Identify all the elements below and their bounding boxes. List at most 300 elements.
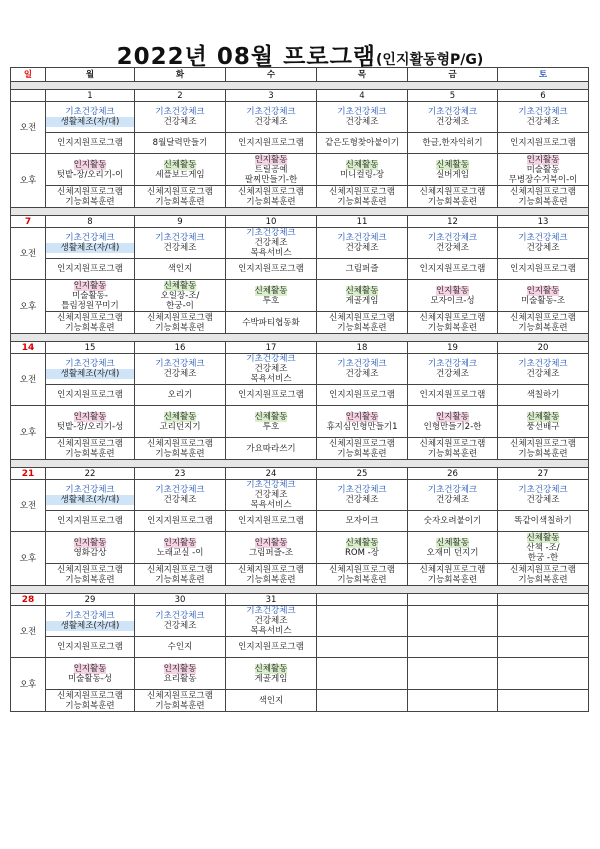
pm-program-line: 신체지원프로그램 bbox=[510, 186, 576, 197]
pm-program-cell bbox=[226, 312, 317, 334]
am-program-cell: 인지지원프로그램 bbox=[226, 259, 317, 280]
pm-activity-line: 인지활동 bbox=[163, 537, 197, 548]
program-calendar bbox=[10, 67, 589, 712]
pm-program-line: 신체지원프로그램 bbox=[419, 186, 486, 197]
pm-activity-tag bbox=[408, 412, 497, 422]
pm-activity-cell bbox=[135, 280, 226, 312]
pm-activity-cell bbox=[498, 658, 589, 690]
date-number: 16 bbox=[135, 342, 226, 354]
pm-program-line: 신체지원프로그램 bbox=[57, 186, 123, 197]
weekday-wed: 수 bbox=[226, 68, 317, 82]
am-activity-line: 기초건강체크 bbox=[337, 485, 387, 495]
am-activity-line: 기초건강체크 bbox=[65, 233, 115, 243]
pm-activity-line: 텃밭-장/오리기-이 bbox=[56, 169, 124, 180]
pm-activity-cell bbox=[135, 154, 226, 186]
pm-program-row bbox=[11, 564, 589, 586]
date-number: 26 bbox=[408, 468, 498, 480]
date-number: 4 bbox=[317, 90, 408, 102]
am-activity-line: 기초건강체크 bbox=[155, 359, 205, 369]
week-separator bbox=[11, 460, 589, 468]
pm-activity-line: 인지활동 bbox=[73, 159, 107, 170]
am-program-cell: 인지지원프로그램 bbox=[46, 133, 135, 154]
am-activity-cell bbox=[317, 480, 408, 511]
pm-activity-line: 인형만들기2-한 bbox=[423, 421, 482, 432]
pm-activity-line: 인지활동 bbox=[73, 280, 107, 291]
am-activity-line: 생활체조(자/대) bbox=[46, 621, 134, 631]
am-program-cell: 인지지원프로그램 bbox=[135, 511, 226, 532]
pm-program-cell bbox=[498, 186, 589, 208]
pm-activity-line: 미술활동 bbox=[526, 164, 560, 175]
am-program-row bbox=[11, 259, 589, 280]
pm-program-line: 신체지원프로그램 bbox=[329, 438, 395, 449]
pm-program-cell bbox=[46, 564, 135, 586]
pm-activity-line: 신체활동 bbox=[345, 285, 379, 296]
am-activity-cell bbox=[498, 480, 589, 511]
pm-activity-cell bbox=[135, 658, 226, 690]
pm-activity-line: 인지활동 bbox=[163, 663, 197, 674]
date-number: 3 bbox=[226, 90, 317, 102]
weekday-sun: 일 bbox=[11, 68, 46, 82]
date-number: 19 bbox=[408, 342, 498, 354]
date-number: 29 bbox=[46, 594, 135, 606]
pm-activity-cell bbox=[498, 406, 589, 438]
am-activity-line: 기초건강체크 bbox=[518, 107, 568, 117]
pm-activity-line: 인지활동 bbox=[436, 411, 469, 422]
pm-program-cell bbox=[135, 312, 226, 334]
am-activity-line: 기초건강체크 bbox=[518, 233, 568, 243]
pm-activity-tag bbox=[498, 412, 588, 422]
am-activity-line: 기초건강체크 bbox=[427, 107, 478, 117]
date-number: 11 bbox=[317, 216, 408, 228]
pm-program-line: 기능회복훈련 bbox=[337, 448, 387, 459]
am-activity-cell bbox=[135, 354, 226, 385]
am-activity-line: 건강체조 bbox=[436, 117, 469, 127]
am-activity-line: 기초건강체크 bbox=[65, 611, 115, 621]
am-row bbox=[11, 606, 589, 637]
pm-activity-line: 신체활동 bbox=[254, 663, 288, 674]
pm-activity-cell bbox=[498, 154, 589, 186]
pm-program-line: 신체지원프로그램 bbox=[147, 186, 213, 197]
pm-program-cell bbox=[226, 564, 317, 586]
am-activity-cell bbox=[498, 228, 589, 259]
pm-activity-line: 오일장-조/ bbox=[160, 290, 200, 301]
am-activity-line: 기초건강체크 bbox=[337, 107, 387, 117]
pm-program-line: 신체지원프로그램 bbox=[329, 564, 395, 575]
pm-program-cell bbox=[46, 438, 135, 460]
am-activity-line: 건강체조 bbox=[254, 616, 288, 626]
am-activity-line: 기초건강체크 bbox=[246, 354, 296, 364]
pm-activity-tag bbox=[317, 286, 407, 296]
pm-activity-tag bbox=[46, 412, 134, 422]
am-activity-cell bbox=[408, 354, 498, 385]
am-activity-line: 건강체조 bbox=[163, 369, 197, 379]
pm-program-cell bbox=[46, 312, 135, 334]
am-label: 오전 bbox=[11, 354, 46, 406]
am-program-cell bbox=[317, 637, 408, 658]
pm-activity-tag bbox=[226, 412, 316, 422]
pm-activity-line: 텃밭-장/오리기-성 bbox=[56, 421, 124, 432]
am-row bbox=[11, 354, 589, 385]
am-program-cell: 인지지원프로그램 bbox=[46, 511, 135, 532]
am-activity-cell bbox=[226, 102, 317, 133]
pm-activity-line: 신체활동 bbox=[436, 537, 469, 548]
am-program-cell: 색칠하기 bbox=[498, 385, 589, 406]
pm-program-cell bbox=[498, 690, 589, 712]
am-program-cell: 그림퍼즐 bbox=[317, 259, 408, 280]
week-separator bbox=[11, 586, 589, 594]
am-activity-line: 기초건강체크 bbox=[518, 359, 568, 369]
pm-row bbox=[11, 280, 589, 312]
am-activity-line: 기초건강체크 bbox=[337, 359, 387, 369]
pm-program-cell bbox=[408, 564, 498, 586]
pm-program-line: 수박파티협동화 bbox=[242, 317, 300, 328]
am-activity-line: 기초건강체크 bbox=[155, 107, 205, 117]
pm-activity-cell bbox=[46, 154, 135, 186]
pm-activity-cell bbox=[226, 658, 317, 690]
pm-activity-line: 오재미 던지기 bbox=[426, 547, 479, 558]
am-row bbox=[11, 228, 589, 259]
am-program-cell: 인지지원프로그램 bbox=[498, 133, 589, 154]
pm-program-line: 기능회복훈련 bbox=[427, 196, 478, 207]
pm-program-cell bbox=[408, 438, 498, 460]
am-activity-line: 건강체조 bbox=[254, 490, 288, 500]
pm-program-row bbox=[11, 690, 589, 712]
date-number: 22 bbox=[46, 468, 135, 480]
pm-activity-line: 팔찌만들기-한 bbox=[244, 174, 298, 185]
pm-activity-line: 고리던지기 bbox=[159, 421, 201, 432]
am-activity-line: 기초건강체크 bbox=[155, 611, 205, 621]
pm-program-cell bbox=[317, 438, 408, 460]
pm-program-cell bbox=[46, 690, 135, 712]
date-number: 6 bbox=[498, 90, 589, 102]
pm-activity-line: 한궁 -한 bbox=[527, 552, 559, 563]
am-row bbox=[11, 480, 589, 511]
am-program-row bbox=[11, 385, 589, 406]
pm-row bbox=[11, 154, 589, 186]
title-sub: (인지활동형P/G) bbox=[376, 52, 484, 68]
pm-program-line: 색인지 bbox=[258, 695, 284, 706]
pm-program-line: 신체지원프로그램 bbox=[57, 564, 123, 575]
pm-program-row bbox=[11, 312, 589, 334]
am-activity-cell bbox=[135, 102, 226, 133]
pm-activity-line: 미술활동- bbox=[72, 290, 108, 301]
am-program-cell: 인지지원프로그램 bbox=[46, 259, 135, 280]
pm-program-line: 신체지원프로그램 bbox=[147, 312, 213, 323]
pm-label: 오후 bbox=[11, 658, 46, 712]
pm-label: 오후 bbox=[11, 406, 46, 460]
date-number: 1 bbox=[46, 90, 135, 102]
pm-program-line: 기능회복훈련 bbox=[155, 574, 205, 585]
pm-program-line: 기능회복훈련 bbox=[155, 448, 205, 459]
am-activity-line: 생활체조(자/대) bbox=[46, 117, 134, 127]
pm-program-line: 신체지원프로그램 bbox=[329, 312, 395, 323]
am-activity-cell bbox=[46, 228, 135, 259]
am-activity-cell bbox=[46, 102, 135, 133]
pm-activity-line: 신체활동 bbox=[526, 411, 560, 422]
am-program-cell: 인지지원프로그램 bbox=[226, 511, 317, 532]
pm-program-cell bbox=[317, 564, 408, 586]
sunday-date: 28 bbox=[11, 594, 46, 606]
am-activity-line: 기초건강체크 bbox=[518, 485, 568, 495]
pm-program-cell bbox=[408, 690, 498, 712]
pm-activity-cell bbox=[408, 280, 498, 312]
pm-activity-line: 인지활동 bbox=[526, 154, 560, 165]
am-label: 오전 bbox=[11, 228, 46, 280]
am-activity-cell bbox=[408, 480, 498, 511]
pm-activity-tag bbox=[46, 664, 134, 674]
am-activity-line: 생활체조(자/대) bbox=[46, 243, 134, 253]
pm-activity-line: 무병장수거북이-이 bbox=[508, 174, 578, 185]
am-activity-line: 건강체조 bbox=[436, 495, 469, 505]
pm-program-line: 신체지원프로그램 bbox=[57, 690, 123, 701]
pm-program-line: 기능회복훈련 bbox=[337, 196, 387, 207]
am-activity-line: 건강체조 bbox=[254, 117, 288, 127]
am-activity-line: 기초건강체크 bbox=[65, 107, 115, 117]
pm-activity-cell bbox=[226, 406, 317, 438]
pm-program-cell bbox=[317, 690, 408, 712]
am-activity-line: 기초건강체크 bbox=[155, 233, 205, 243]
pm-activity-cell bbox=[135, 532, 226, 564]
pm-program-line: 신체지원프로그램 bbox=[419, 564, 486, 575]
am-activity-line: 건강체조 bbox=[254, 364, 288, 374]
pm-activity-line: 신체활동 bbox=[254, 285, 288, 296]
pm-activity-tag bbox=[317, 412, 407, 422]
pm-program-cell bbox=[317, 186, 408, 208]
pm-activity-tag bbox=[498, 286, 588, 296]
am-program-cell: 오리기 bbox=[135, 385, 226, 406]
date-number: 15 bbox=[46, 342, 135, 354]
date-number: 20 bbox=[498, 342, 589, 354]
date-row bbox=[11, 468, 589, 480]
pm-activity-line: 모자이크-성 bbox=[430, 295, 475, 306]
am-activity-cell bbox=[135, 606, 226, 637]
am-activity-line: 기초건강체크 bbox=[427, 359, 478, 369]
pm-program-row bbox=[11, 438, 589, 460]
pm-program-line: 기능회복훈련 bbox=[427, 448, 478, 459]
am-activity-cell bbox=[46, 480, 135, 511]
pm-activity-line: 노래교실 -이 bbox=[156, 547, 204, 558]
am-program-cell: 모자이크 bbox=[317, 511, 408, 532]
am-activity-line: 건강체조 bbox=[526, 243, 560, 253]
weekday-mon: 월 bbox=[46, 68, 135, 82]
date-number: 9 bbox=[135, 216, 226, 228]
pm-activity-cell bbox=[317, 658, 408, 690]
pm-activity-tag bbox=[226, 155, 316, 165]
pm-activity-line: 풍선배구 bbox=[526, 421, 560, 432]
pm-activity-line: 한궁-이 bbox=[166, 300, 194, 311]
am-program-cell: 똑같이색칠하기 bbox=[498, 511, 589, 532]
pm-program-line: 신체지원프로그램 bbox=[147, 438, 213, 449]
am-activity-line: 기초건강체크 bbox=[155, 485, 205, 495]
am-label: 오전 bbox=[11, 480, 46, 532]
pm-program-cell bbox=[46, 186, 135, 208]
am-activity-line: 건강체조 bbox=[163, 495, 197, 505]
pm-program-line: 신체지원프로그램 bbox=[57, 312, 123, 323]
pm-program-line: 신체지원프로그램 bbox=[57, 438, 123, 449]
pm-program-line: 기능회복훈련 bbox=[518, 448, 568, 459]
am-activity-line: 건강체조 bbox=[345, 495, 379, 505]
pm-activity-line: 신체활동 bbox=[254, 411, 288, 422]
am-program-cell: 인지지원프로그램 bbox=[498, 259, 589, 280]
pm-activity-line: 투호 bbox=[262, 295, 280, 306]
pm-row bbox=[11, 406, 589, 438]
pm-activity-cell bbox=[46, 406, 135, 438]
pm-program-line: 기능회복훈련 bbox=[427, 574, 478, 585]
pm-activity-line: 휴지심인형만들기1 bbox=[326, 421, 398, 432]
am-activity-line: 건강체조 bbox=[345, 369, 379, 379]
pm-program-cell bbox=[226, 690, 317, 712]
pm-activity-line: 투호 bbox=[262, 421, 280, 432]
am-program-cell: 인지지원프로그램 bbox=[408, 259, 498, 280]
pm-activity-line: 신체활동 bbox=[526, 532, 560, 543]
pm-activity-line: 그림퍼즐-조 bbox=[248, 547, 294, 558]
pm-activity-cell bbox=[408, 154, 498, 186]
am-program-cell: 한글,한자익히기 bbox=[408, 133, 498, 154]
pm-program-line: 기능회복훈련 bbox=[65, 196, 115, 207]
pm-activity-line: 인지활동 bbox=[526, 285, 560, 296]
pm-program-line: 기능회복훈련 bbox=[65, 322, 115, 333]
am-activity-line: 기초건강체크 bbox=[246, 228, 296, 238]
pm-program-line: 기능회복훈련 bbox=[155, 700, 205, 711]
date-number bbox=[498, 594, 589, 606]
am-activity-cell bbox=[317, 228, 408, 259]
date-number bbox=[408, 594, 498, 606]
pm-activity-cell bbox=[226, 154, 317, 186]
pm-program-cell bbox=[135, 438, 226, 460]
am-program-cell: 숫자오려붙이기 bbox=[408, 511, 498, 532]
pm-activity-tag bbox=[46, 281, 134, 291]
am-activity-cell bbox=[226, 228, 317, 259]
pm-program-line: 신체지원프로그램 bbox=[510, 438, 576, 449]
pm-activity-line: 세플보드게임 bbox=[155, 169, 205, 180]
pm-activity-line: 틀림정원꾸미기 bbox=[61, 300, 119, 311]
pm-activity-cell bbox=[317, 532, 408, 564]
date-row bbox=[11, 342, 589, 354]
title-main: 2022년 08월 프로그램 bbox=[116, 44, 377, 70]
pm-label: 오후 bbox=[11, 280, 46, 334]
am-program-cell: 인지지원프로그램 bbox=[46, 385, 135, 406]
pm-activity-line: 산책 -조/ bbox=[526, 542, 560, 553]
pm-row bbox=[11, 658, 589, 690]
pm-activity-line: 인지활동 bbox=[436, 285, 469, 296]
date-number bbox=[317, 594, 408, 606]
pm-activity-line: 게골게임 bbox=[254, 673, 288, 684]
am-activity-line: 기초건강체크 bbox=[246, 606, 296, 616]
pm-activity-cell bbox=[135, 406, 226, 438]
date-number: 18 bbox=[317, 342, 408, 354]
date-number: 10 bbox=[226, 216, 317, 228]
pm-activity-line: 인지활동 bbox=[73, 663, 107, 674]
pm-activity-tag bbox=[408, 538, 497, 548]
pm-program-line: 가요따라쓰기 bbox=[246, 443, 296, 454]
pm-activity-cell bbox=[226, 280, 317, 312]
date-number: 13 bbox=[498, 216, 589, 228]
pm-program-line: 기능회복훈련 bbox=[518, 574, 568, 585]
pm-program-line: 신체지원프로그램 bbox=[510, 312, 576, 323]
pm-program-cell bbox=[226, 438, 317, 460]
am-activity-line: 건강체조 bbox=[345, 243, 379, 253]
date-number: 24 bbox=[226, 468, 317, 480]
am-program-cell: 수인지 bbox=[135, 637, 226, 658]
pm-program-line: 신체지원프로그램 bbox=[147, 564, 213, 575]
pm-activity-line: 인지활동 bbox=[254, 537, 288, 548]
date-number: 23 bbox=[135, 468, 226, 480]
am-program-cell: 인지지원프로그램 bbox=[226, 637, 317, 658]
pm-activity-cell bbox=[46, 658, 135, 690]
am-activity-cell bbox=[226, 606, 317, 637]
sunday-date: 21 bbox=[11, 468, 46, 480]
am-activity-line: 목욕서비스 bbox=[250, 248, 292, 258]
am-activity-cell bbox=[408, 228, 498, 259]
am-activity-cell bbox=[317, 606, 408, 637]
am-program-cell bbox=[498, 637, 589, 658]
pm-program-cell bbox=[226, 186, 317, 208]
am-program-cell: 8월달력만들기 bbox=[135, 133, 226, 154]
pm-activity-line: 신체활동 bbox=[345, 159, 379, 170]
weekday-tue: 화 bbox=[135, 68, 226, 82]
am-activity-cell bbox=[408, 102, 498, 133]
am-activity-line: 기초건강체크 bbox=[65, 359, 115, 369]
weekday-fri: 금 bbox=[408, 68, 498, 82]
pm-program-line: 기능회복훈련 bbox=[427, 322, 478, 333]
sunday-date: 7 bbox=[11, 216, 46, 228]
am-program-row bbox=[11, 133, 589, 154]
am-program-cell: 인지지원프로그램 bbox=[226, 385, 317, 406]
pm-activity-tag bbox=[46, 538, 134, 548]
pm-activity-line: 인지활동 bbox=[73, 411, 107, 422]
pm-activity-tag bbox=[135, 160, 225, 170]
am-activity-cell bbox=[135, 228, 226, 259]
am-activity-line: 건강체조 bbox=[526, 495, 560, 505]
sunday-date bbox=[11, 90, 46, 102]
date-number: 5 bbox=[408, 90, 498, 102]
am-activity-cell bbox=[226, 480, 317, 511]
pm-activity-line: 인지활동 bbox=[254, 154, 288, 165]
am-program-row bbox=[11, 637, 589, 658]
pm-activity-line: 미니컬링-장 bbox=[339, 169, 385, 180]
pm-program-line: 기능회복훈련 bbox=[246, 574, 296, 585]
pm-activity-line: 신체활동 bbox=[436, 159, 469, 170]
pm-program-row bbox=[11, 186, 589, 208]
date-number: 12 bbox=[408, 216, 498, 228]
date-number: 30 bbox=[135, 594, 226, 606]
am-activity-cell bbox=[408, 606, 498, 637]
pm-program-line: 신체지원프로그램 bbox=[510, 564, 576, 575]
pm-program-line: 기능회복훈련 bbox=[337, 322, 387, 333]
pm-activity-cell bbox=[226, 532, 317, 564]
am-activity-line: 목욕서비스 bbox=[250, 374, 292, 384]
pm-activity-line: 신체활동 bbox=[345, 537, 379, 548]
pm-activity-cell bbox=[46, 532, 135, 564]
separator-cell bbox=[11, 208, 589, 216]
sunday-date: 14 bbox=[11, 342, 46, 354]
pm-program-line: 기능회복훈련 bbox=[337, 574, 387, 585]
am-program-cell: 인지지원프로그램 bbox=[317, 385, 408, 406]
am-activity-cell bbox=[135, 480, 226, 511]
am-program-cell: 인지지원프로그램 bbox=[226, 133, 317, 154]
pm-activity-line: 실버게임 bbox=[436, 169, 469, 180]
pm-activity-line: 신체활동 bbox=[163, 159, 197, 170]
am-activity-cell bbox=[46, 606, 135, 637]
pm-activity-cell bbox=[408, 406, 498, 438]
pm-activity-cell bbox=[408, 658, 498, 690]
am-activity-line: 건강체조 bbox=[436, 369, 469, 379]
pm-program-cell bbox=[498, 564, 589, 586]
pm-activity-tag bbox=[498, 533, 588, 543]
separator-cell bbox=[11, 82, 589, 90]
pm-activity-line: ROM -장 bbox=[345, 547, 379, 558]
am-activity-line: 기초건강체크 bbox=[337, 233, 387, 243]
